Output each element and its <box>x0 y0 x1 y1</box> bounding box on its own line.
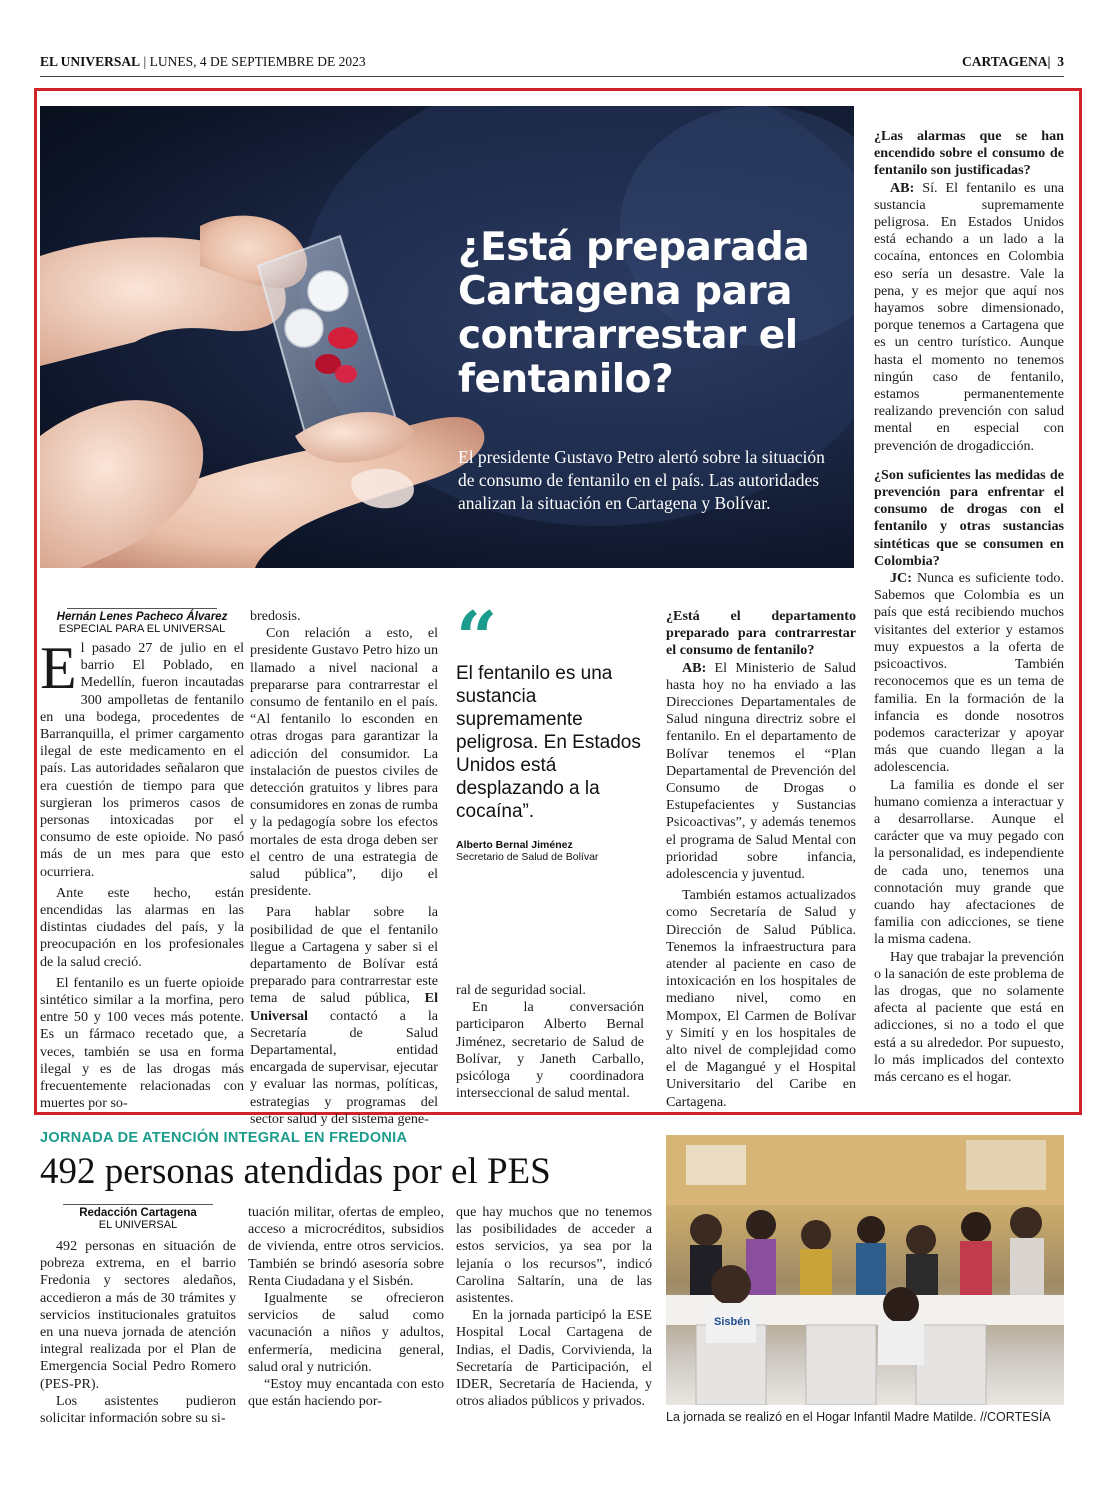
main-deck: El presidente Gustavo Petro alertó sobre la situación de consumo de fentanilo en el país. Las autoridades analizan la situación en Cartagena y Bolívar. <box>458 447 825 513</box>
byline-rule <box>63 1204 213 1205</box>
caption-text: La jornada se realizó en el Hogar Infantil Madre Matilde. <box>666 1410 977 1424</box>
section-name: CARTAGENA <box>961 54 1048 69</box>
second-column-3 <box>456 1204 652 1410</box>
page-number: 3 <box>1057 54 1064 69</box>
second-col1-paragraph-1: 492 personas en situación de pobreza extrema, en el barrio Fredonia y sectores aledaños, accedieron a más de 30 trámites y servicios institucionales gratuitos en una nueva jornada de atención integral realizada por el Plan de Emergencia Social Pedro Romero (PES-PR). <box>40 1238 236 1392</box>
second-column-1 <box>40 1238 236 1427</box>
interview-answer-5: La familia es donde el ser humano comienza a interactuar y a desarrollarse. Aunque el carácter que va muy pegado con la personalidad, es independiente de cada uno, tenemos una connotación muy grande que cuando hay afectaciones de familia con adicciones, se tiene la misma cadena. <box>874 776 1064 948</box>
second-col2-paragraph-3: “Estoy muy encantada con esto que están haciendo por- <box>248 1376 444 1410</box>
byline-role: EL UNIVERSAL <box>98 1219 178 1231</box>
second-col2-paragraph-1: tuación militar, ofertas de empleo, acceso a microcréditos, subsidios de vivienda, entre otros servicios. También se brindó asesoría sobre Renta Ciudadana y el Sisbén. <box>248 1204 444 1289</box>
col2-paragraph-1: bredosis. <box>250 608 301 624</box>
byline-rule <box>67 608 217 609</box>
second-photo <box>666 1135 1064 1405</box>
main-column-3 <box>456 982 644 1102</box>
byline-role: ESPECIAL PARA EL UNIVERSAL <box>58 623 226 635</box>
second-byline <box>40 1204 236 1231</box>
col2-paragraph-3-start: Para hablar sobre la posibilidad de que el fentanilo llegue a Cartagena y saber si el departamento de Bolívar está preparado para contrarrestar este tema de salud pública, <box>250 904 438 1007</box>
newspaper-name: EL UNIVERSAL <box>40 54 141 69</box>
second-col3-paragraph-2: En la jornada participó la ESE Hospital Local Cartagena de Indias, el Dadis, Corvivienda, la Secretaría de Participación, el IDER, Secretaría de Hacienda, y otros aliados públicos y privados. <box>456 1307 652 1410</box>
second-col1-paragraph-2: Los asistentes pudieron solicitar información sobre su si- <box>40 1392 236 1427</box>
col1-paragraph-2: Ante este hecho, están encendidas las alarmas en las distintas ciudades del país, y la preocupación en los profesionales de la salud creció. <box>40 884 244 970</box>
photo-caption <box>666 1410 1051 1424</box>
col1-paragraph-1: l pasado 27 de julio en el barrio El Poblado, en Medellín, fueron incautadas 300 ampolletas de fentanilo en una bodega, procedentes de Barranquilla, el primer cargamento ilegal de este medicamento en el país. Las autoridades señalaron que era cuestión de tiempo para que surgieran los primeros casos de personas intoxicadas por el consumo de este opioide. No pasó más de un mes para que esto ocurriera. <box>40 640 244 880</box>
second-kicker: JORNADA DE ATENCIÓN INTEGRAL EN FREDONIA <box>40 1130 408 1146</box>
quote-mark-icon: “ <box>456 595 498 680</box>
col2-paragraph-3 <box>250 904 438 1128</box>
pull-quote-role: Secretario de Salud de Bolívar <box>456 851 599 863</box>
second-col3-paragraph-1: que hay muchos que no tenemos las posibilidades de acceder a estos servicios, ya sea por la lejanía o los recursos”, indicó Carolina Saltarín, una de las asistentes. <box>456 1204 652 1307</box>
interview-question-1: ¿Está el departamento preparado para contrarrestar el consumo de fentanilo? <box>666 608 856 659</box>
main-column-4 <box>666 608 856 1111</box>
col3-paragraph-1: ral de seguridad social. <box>456 982 586 998</box>
answer-lead: AB: <box>682 659 707 676</box>
col3-paragraph-2: En la conversación participaron Alberto Bernal Jiménez, secretario de Salud de Bolívar, y Janeth Carballo, psicóloga y coordinadora interseccional de salud mental. <box>456 999 644 1102</box>
second-col2-paragraph-2: Igualmente se ofrecieron servicios de salud como vacunación a niños y adultos, enfermería, medicina general, salud oral y nutrición. <box>248 1290 444 1375</box>
answer-lead: AB: <box>890 179 915 196</box>
photo-credit: //CORTESÍA <box>980 1410 1051 1424</box>
col1-paragraph-3: El fentanilo es un fuerte opioide sintético similar a la morfina, pero entre 50 y 100 veces más potente. Es un fármaco recetado que, a veces, también se usa en forma ilegal y es de las drogas más frecuentemente relacionadas con muertes por so- <box>40 974 244 1112</box>
sisben-shirt-logo: Sisbén <box>714 1316 751 1328</box>
second-headline: 492 personas atendidas por el PES <box>40 1151 551 1192</box>
pull-quote <box>456 595 644 863</box>
main-column-5 <box>874 128 1064 1086</box>
main-column-2 <box>250 608 438 1128</box>
issue-date: LUNES, 4 DE SEPTIEMBRE DE 2023 <box>149 54 366 69</box>
interview-answer-4 <box>874 570 1064 776</box>
interview-answer-2: También estamos actualizados como Secretaría de Salud y Dirección de Salud Pública. Tenemos la infraestructura para atender al paciente en caso de intoxicación en los hospitales de mediano nivel, como en Mompox, El Carmen de Bolívar y Simití y en los hospitales de alto nivel de complejidad como el de Magangué y el Hospital Universitario del Caribe en Cartagena. <box>666 887 856 1110</box>
crowd-meeting-illustration <box>666 1135 1064 1405</box>
interview-answer-3 <box>874 180 1064 455</box>
col2-paragraph-3-end: contactó a la Secretaría de Salud Departamental, entidad encargada de supervisar, ejecutar y evaluar las normas, políticas, estrategias y programas del sector salud y del sistema gene- <box>250 1007 438 1127</box>
byline-author: Hernán Lenes Pacheco Álvarez <box>56 611 228 623</box>
page-header-right: CARTAGENA| 3 <box>961 54 1064 69</box>
page-header-left: EL UNIVERSAL | LUNES, 4 DE SEPTIEMBRE DE 2023 <box>40 54 366 69</box>
answer-text: Sí. El fentanilo es una sustancia supremamente peligrosa. En Estados Unidos está echando a un lado a la cocaína, entonces en Colombia eso sería un desastre. Vale la pena, y es mejor que aquí nos hayamos sobre dimensionado, porque tenemos a Cartagena que es un centro turístico. Aunque hasta el momento no tenemos ningún caso de fentanilo, estamos permanentemente realizando prevención con salud mental en especial con prevención de drogadicción. <box>874 179 1064 454</box>
interview-question-2: ¿Las alarmas que se han encendido sobre el consumo de fentanilo son justificadas? <box>874 128 1064 179</box>
main-headline: ¿Está preparada Cartagena para contrarrestar el fentanilo? <box>458 225 810 402</box>
col2-paragraph-2: Con relación a esto, el presidente Gustavo Petro hizo un llamado a nivel nacional a prepararse para contrarrestar el consumo de fentanilo en el país. “Al fentanilo lo esconden en otras drogas para garantizar la adicción del consumidor. La instalación de puestos civiles de detección gratuitos y libres para consumidores en zonas de rumba y la pedagogía sobre los efectos mortales de esta droga deben ser el centro de una estrategia de salud pública”, dijo el presidente. <box>250 625 438 900</box>
interview-answer-1 <box>666 660 856 884</box>
newspaper-mention: El Universal <box>250 990 438 1024</box>
main-column-1 <box>40 635 244 1112</box>
interview-answer-6: Hay que trabajar la prevención o la sanación de este problema de las drogas, que no solamente afecta al paciente que está en adicciones, si no a todo el que está a su alrededor. Por supuesto, lo más implicados del contexto más cercano es el hogar. <box>874 948 1064 1085</box>
answer-lead: JC: <box>890 570 912 587</box>
drop-cap: E <box>40 635 77 701</box>
second-column-2 <box>248 1204 444 1410</box>
interview-question-3: ¿Son suficientes las medidas de prevención para enfrentar el consumo de drogas con el fentanilo y otras sustancias sintéticas que se consumen en Colombia? <box>874 466 1064 569</box>
main-byline <box>40 608 244 635</box>
answer-text: Nunca es suficiente todo. Sabemos que Colombia es un país que está recibiendo muchos visitantes del exterior y estamos muy expuestos a la oferta de psicoactivos. También reconocemos que es un tema de familia. En la formación de la infancia es donde nosotros podemos caracterizar y apoyar más que cuando llegan a la adolescencia. <box>874 570 1064 776</box>
header-rule <box>40 76 1064 77</box>
answer-text: El Ministerio de Salud hasta hoy no ha enviado a las Direcciones Departamentales de Salud ninguna directriz sobre el fentanilo. En el departamento de Bolívar tenemos el “Plan Departamental de Prevención del Consumo de Drogas o Estupefacientes y Sustancias Psicoactivas”, y además tenemos el programa de Salud Mental con prioridad sobre infancia, adolescencia y juventud. <box>666 659 856 883</box>
pull-quote-text: El fentanilo es una sustancia supremamente peligrosa. En Estados Unidos está desplazando a la cocaína”. <box>456 663 641 822</box>
pull-quote-author: Alberto Bernal Jiménez <box>456 839 573 851</box>
byline-author: Redacción Cartagena <box>79 1207 197 1219</box>
